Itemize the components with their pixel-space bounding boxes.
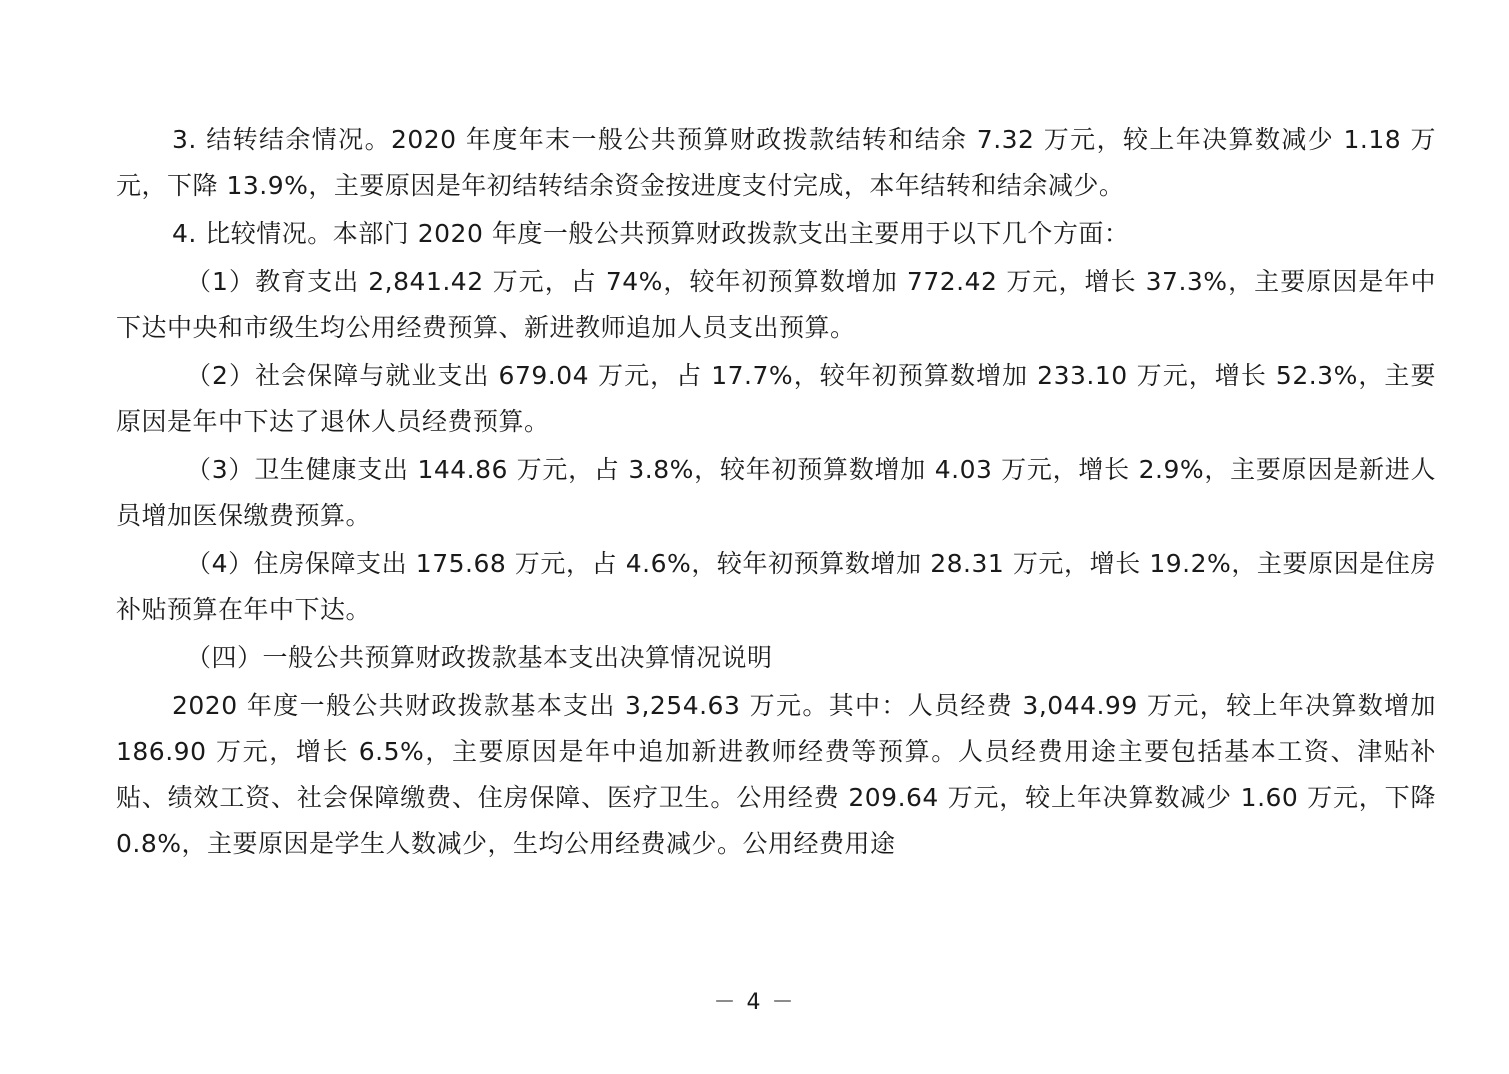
paragraph-education-expense: （1）教育支出 2,841.42 万元，占 74%，较年初预算数增加 772.42 万元，增长 37.3%，主要原因是年中下达中央和市级生均公用经费预算、新进教师追加人员支出预算。 bbox=[116, 267, 1436, 342]
paragraph-comparison-intro: 4. 比较情况。本部门 2020 年度一般公共预算财政拨款支出主要用于以下几个方面： bbox=[172, 219, 1130, 248]
paragraph-social-security-expense: （2）社会保障与就业支出 679.04 万元，占 17.7%，较年初预算数增加 233.10 万元，增长 52.3%，主要原因是年中下达了退休人员经费预算。 bbox=[116, 361, 1436, 436]
paragraph-basic-expenditure: 2020 年度一般公共财政拨款基本支出 3,254.63 万元。其中：人员经费 3,044.99 万元，较上年决算数增加 186.90 万元，增长 6.5%，主要原因是年中追加新进教师经费等预算。人员经费用途主要包括基本工资、津贴补贴、绩效工资、社会保障缴费、住房保障、医疗卫生。公用经费 209.64 万元，较上年决算数减少 1.60 万元，下降 0.8%，主要原因是学生人数减少，生均公用经费减少。公用经费用途 bbox=[116, 691, 1436, 858]
paragraph-health-expense: （3）卫生健康支出 144.86 万元，占 3.8%，较年初预算数增加 4.03 万元，增长 2.9%，主要原因是新进人员增加医保缴费预算。 bbox=[116, 455, 1436, 530]
section-heading-basic-expenditure: （四）一般公共预算财政拨款基本支出决算情况说明 bbox=[186, 643, 773, 672]
document-body bbox=[116, 117, 1436, 869]
page-number: － 4 － bbox=[713, 990, 796, 1015]
paragraph-housing-expense: （4）住房保障支出 175.68 万元，占 4.6%，较年初预算数增加 28.31 万元，增长 19.2%，主要原因是住房补贴预算在年中下达。 bbox=[116, 549, 1436, 624]
paragraph-carryover-balance: 3. 结转结余情况。2020 年度年末一般公共预算财政拨款结转和结余 7.32 万元，较上年决算数减少 1.18 万元，下降 13.9%，主要原因是年初结转结余资金按进度支付完成，本年结转和结余减少。 bbox=[116, 125, 1436, 200]
